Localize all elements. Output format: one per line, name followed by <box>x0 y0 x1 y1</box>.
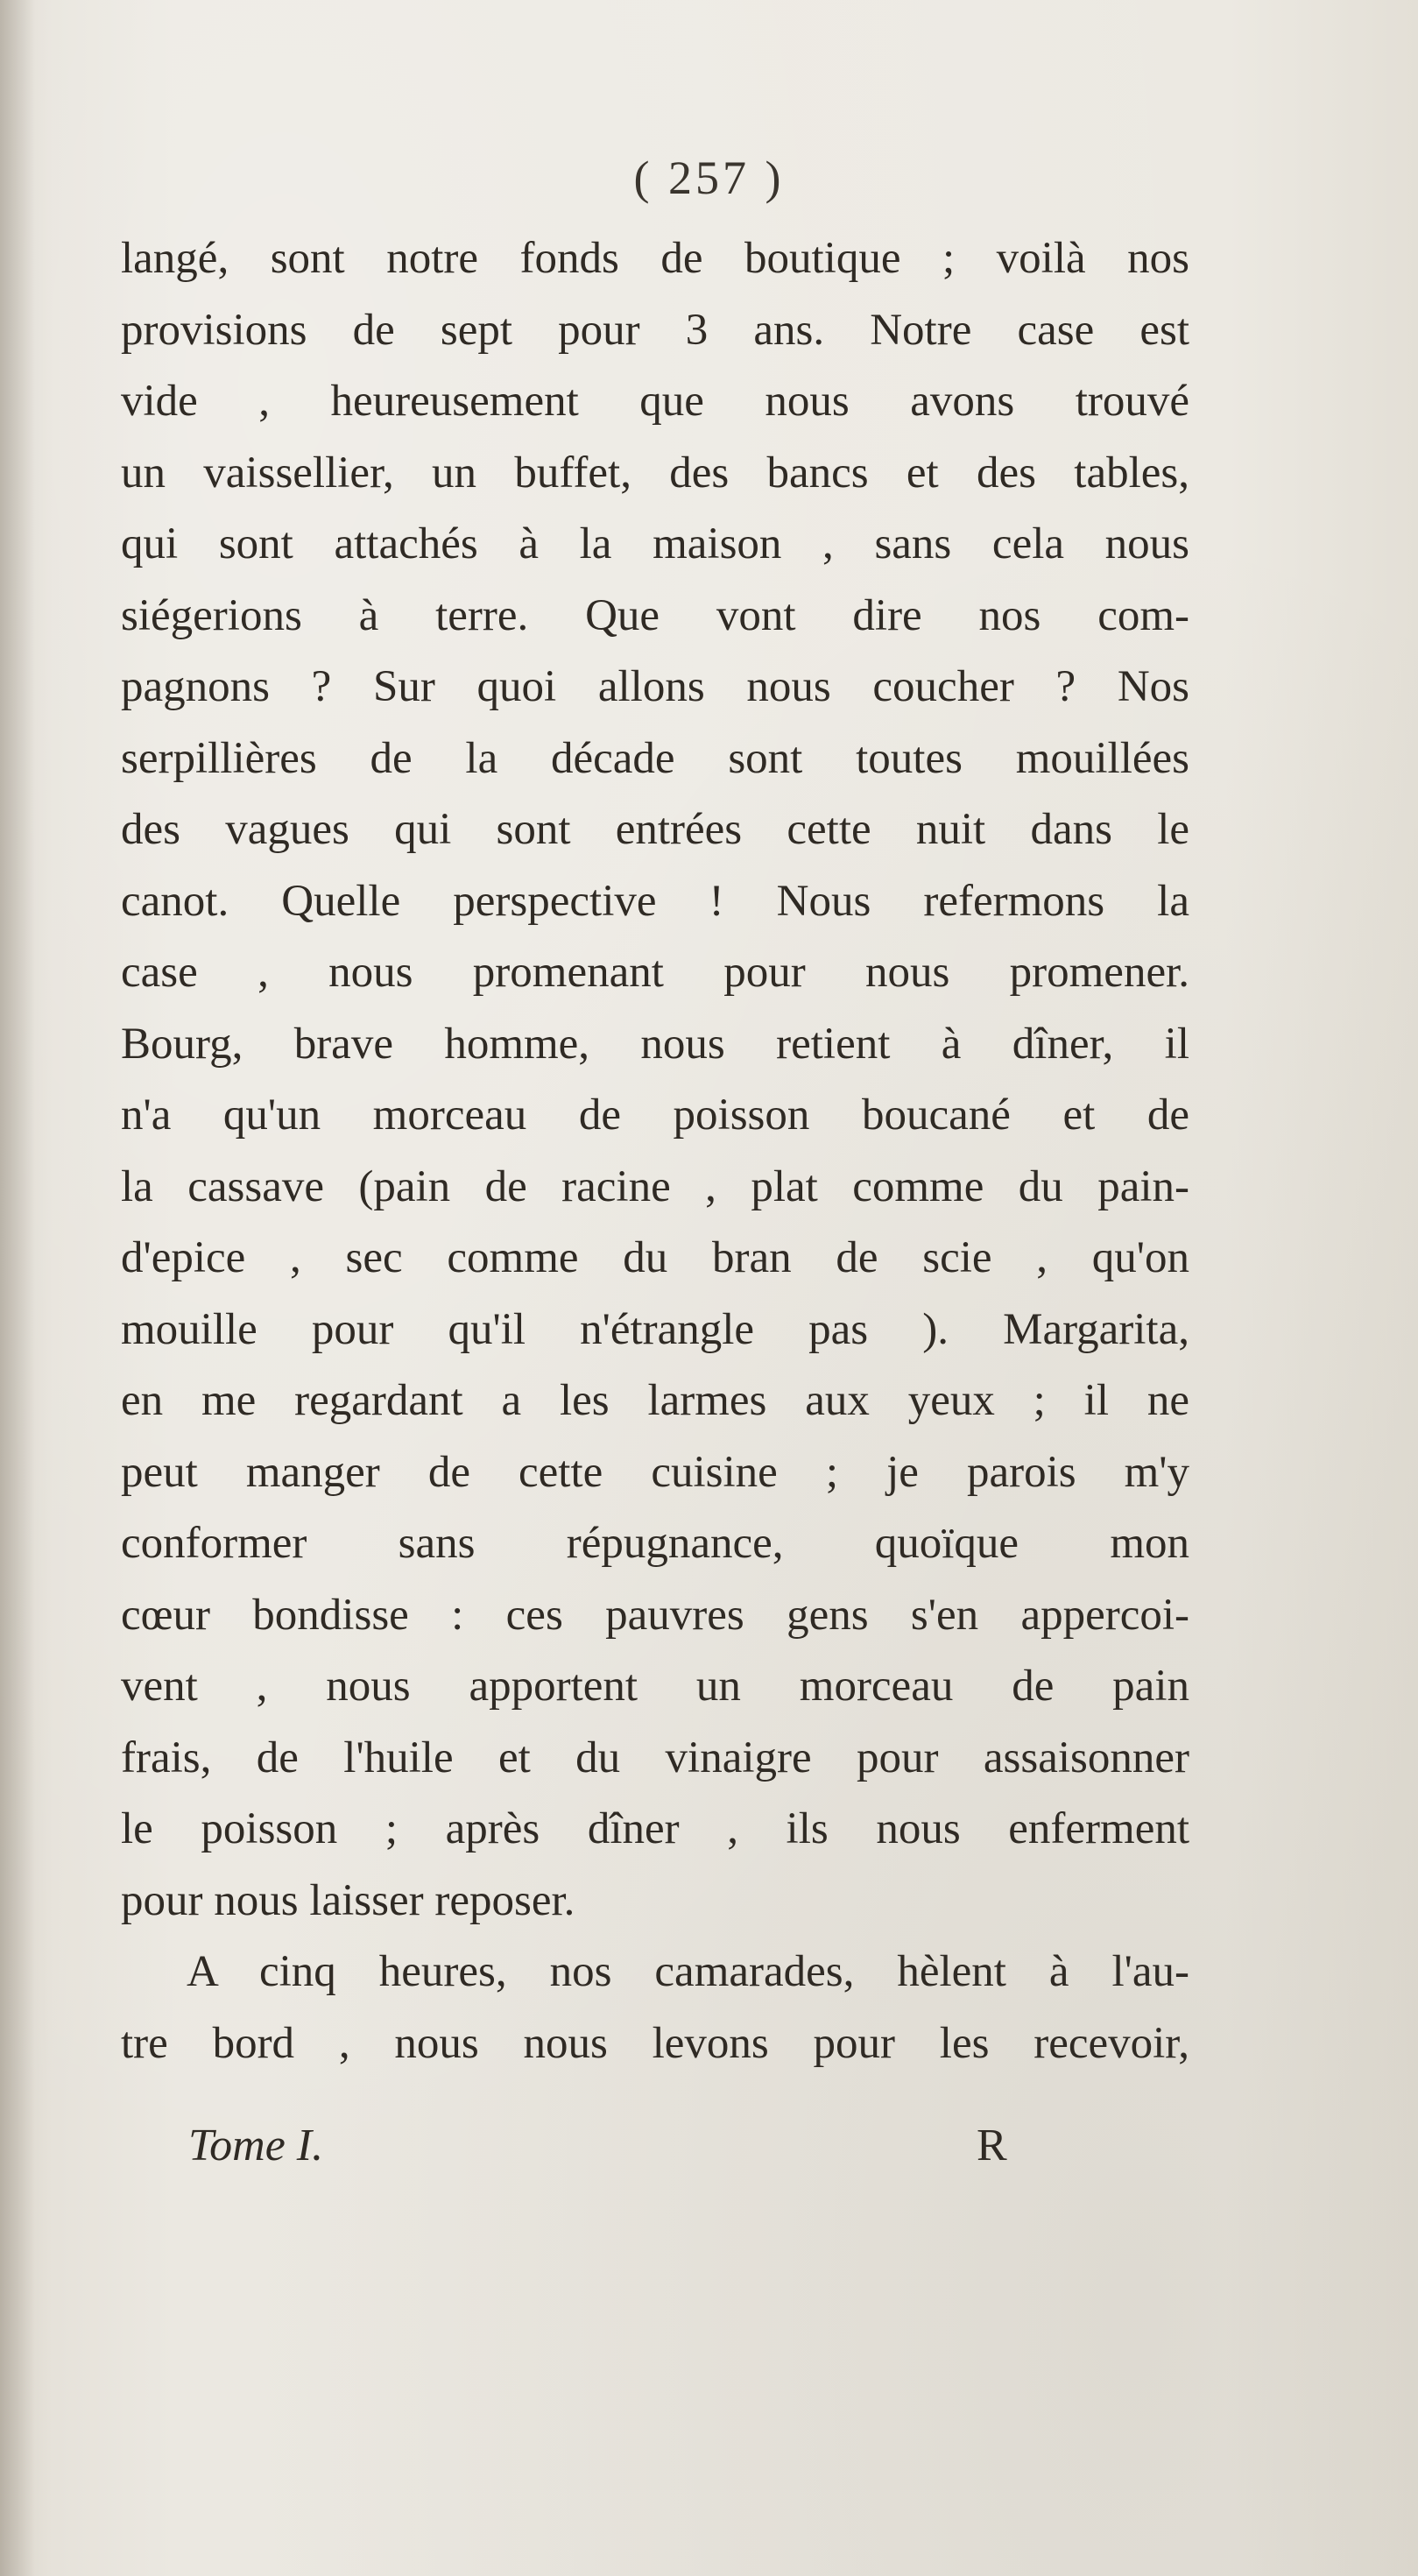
text-line: tre bord , nous nous levons pour les recevoir, <box>121 2018 1189 2068</box>
text-line: case , nous promenant pour nous promener. <box>121 948 1189 997</box>
text-line: canot. Quelle perspective ! Nous refermons la <box>121 876 1189 926</box>
text-line: pagnons ? Sur quoi allons nous coucher ? Nos <box>121 662 1189 711</box>
signature-mark: R <box>977 2121 1007 2170</box>
volume-label: Tome I. <box>188 2121 324 2170</box>
spine-shadow <box>0 0 35 2576</box>
text-line: conformer sans répugnance, quoïque mon <box>121 1519 1189 1568</box>
text-line: siégerions à terre. Que vont dire nos com- <box>121 590 1189 640</box>
page-number: ( 257 ) <box>633 152 785 204</box>
text-line: serpillières de la décade sont toutes mouillées <box>121 733 1189 783</box>
text-line: provisions de sept pour 3 ans. Notre case est <box>121 305 1189 355</box>
text-line: langé, sont notre fonds de boutique ; voilà nos <box>121 234 1189 283</box>
text-line: cœur bondisse : ces pauvres gens s'en appercoi- <box>121 1590 1189 1640</box>
text-line: vent , nous apportent un morceau de pain <box>121 1662 1189 1711</box>
text-line: qui sont attachés à la maison , sans cela nous <box>121 519 1189 568</box>
text-line: peut manger de cette cuisine ; je parois m'y <box>121 1447 1189 1497</box>
text-line: la cassave (pain de racine , plat comme du pain- <box>121 1161 1189 1211</box>
text-line: frais, de l'huile et du vinaigre pour assaisonner <box>121 1733 1189 1782</box>
text-line: Bourg, brave homme, nous retient à dîner, il <box>121 1019 1189 1069</box>
text-line: mouille pour qu'il n'étrangle pas ). Margarita, <box>121 1304 1189 1354</box>
text-line: le poisson ; après dîner , ils nous enferment <box>121 1804 1189 1853</box>
text-line: d'epice , sec comme du bran de scie , qu'on <box>121 1233 1189 1282</box>
text-line: en me regardant a les larmes aux yeux ; il ne <box>121 1376 1189 1425</box>
text-line: un vaissellier, un buffet, des bancs et des tables, <box>121 448 1189 498</box>
text-line: vide , heureusement que nous avons trouvé <box>121 377 1189 426</box>
text-line: pour nous laisser reposer. <box>121 1875 575 1925</box>
body-text <box>121 223 1189 2079</box>
paragraph-start-line: A cinq heures, nos camarades, hèlent à l'au- <box>187 1947 1189 1996</box>
text-line: des vagues qui sont entrées cette nuit dans le <box>121 805 1189 854</box>
text-line: n'a qu'un morceau de poisson boucané et de <box>121 1090 1189 1140</box>
